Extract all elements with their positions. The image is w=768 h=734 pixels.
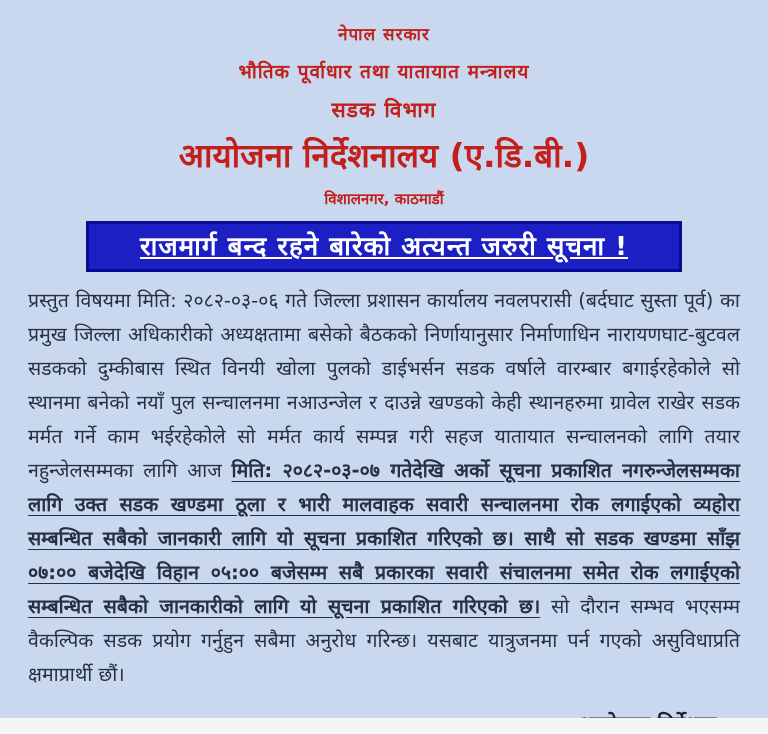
government-name: नेपाल सरकार	[338, 25, 430, 45]
office-location: विशालनगर, काठमाडौं	[324, 190, 444, 208]
notice-title-banner	[86, 221, 682, 272]
department-name: सडक विभाग	[331, 98, 437, 122]
notice-body	[28, 284, 740, 692]
body-intro-text: प्रस्तुत विषयमा मिति: २०८२-०३-०६ गते जिल्ला प्रशासन कार्यालय नवलपरासी (बर्दघाट सुस्ता पूर्व) का प्रमुख जिल्ला अधिकारीको अध्यक्षतामा बसेको बैठकको निर्णायानुसार निर्माणाधिन नारायणघाट-बुटवल सडकको दुम्कीबास स्थित विनयी खोला पुलको डाईभर्सन सडक वर्षाले वारम्बार बगाईरहेकोले सो स्थानमा बनेको नयाँ पुल सन्चालनमा नआउन्जेल र दाउन्ने खण्डको केही स्थानहरुमा ग्रावेल राखेर सडक मर्मत गर्ने काम भईरहेकोले सो मर्मत कार्य सम्पन्न गरी सहज यातायात सन्चालनको लागि तयार नहुन्जेलसम्मका लागि आज	[28, 289, 740, 482]
body-underlined-text: मिति: २०८२-०३-०७ गतेदेखि अर्को सूचना प्रकाशित नगरुन्जेलसम्मका लागि उक्त सडक खण्डमा ठूला र भारी मालवाहक सवारी सन्चालनमा रोक लगाईएको व्यहोरा सम्बन्धित सबैको जानकारी लागि यो सूचना प्रकाशित गरिएको छ। साथै सो सडक खण्डमा साँझ ०७:०० बजेदेखि विहान ०५:०० बजेसम्म सबै प्रकारका सवारी संचालनमा समेत रोक लगाईएको सम्बन्धित सबैको जानकारीको लागि यो सूचना प्रकाशित गरिएको छ।	[28, 459, 740, 618]
body-closing-text: सो दौरान सम्भव भएसम्म वैकल्पिक सडक प्रयोग गर्नुहुन सबैमा अनुरोध गरिन्छ। यसबाट यात्रुजनमा पर्न गएको असुविधाप्रति क्षमाप्रार्थी छौं।	[28, 595, 740, 686]
letterhead	[0, 22, 768, 209]
ministry-name: भौतिक पूर्वाधार तथा यातायात मन्त्रालय	[238, 61, 530, 83]
bottom-strip	[0, 718, 768, 734]
directorate-name: आयोजना निर्देशनालय (ए.डि.बी.)	[178, 136, 590, 175]
notice-title: राजमार्ग बन्द रहने बारेको अत्यन्त जरुरी सूचना !	[139, 232, 629, 262]
